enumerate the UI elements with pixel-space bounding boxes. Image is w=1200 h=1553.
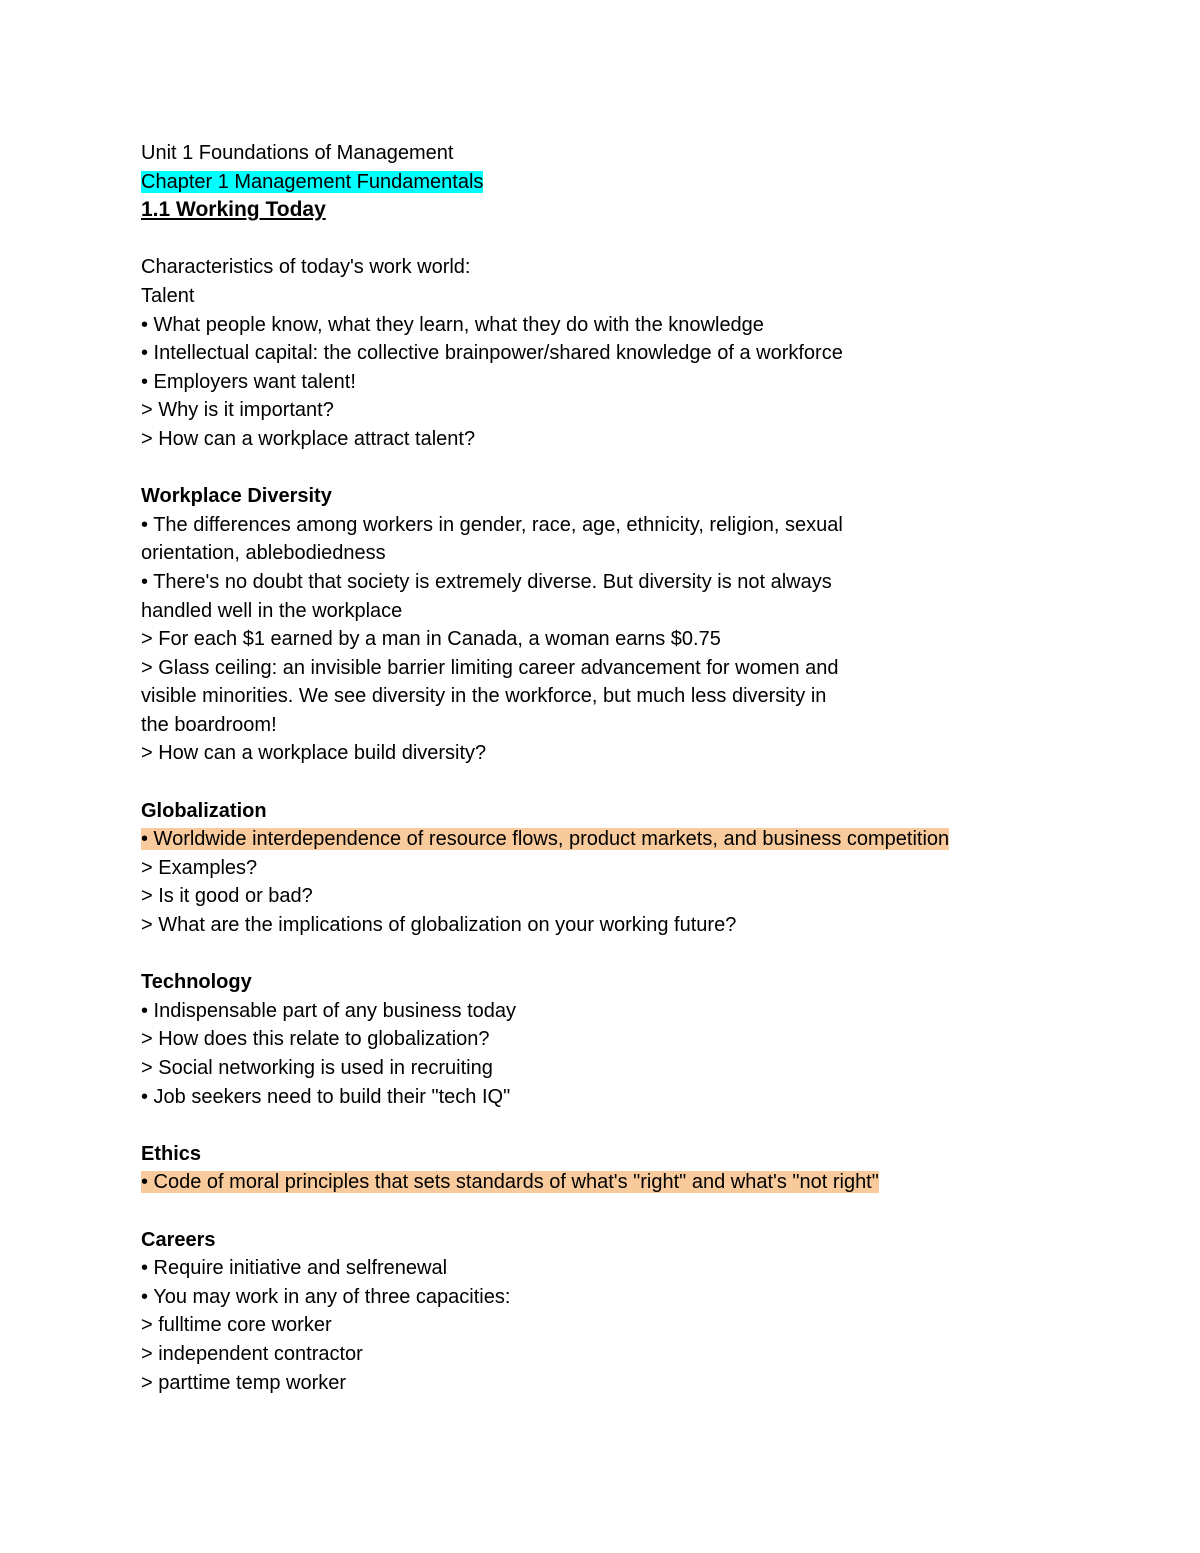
diversity-heading: Workplace Diversity: [141, 485, 332, 508]
diversity-line: • The differences among workers in gender, race, age, ethnicity, religion, sexual: [141, 513, 843, 536]
chapter-title: Chapter 1 Management Fundamentals: [141, 170, 484, 193]
technology-line: > Social networking is used in recruiting: [141, 1057, 493, 1079]
spacer: [141, 454, 1141, 483]
technology-line: • Indispensable part of any business today: [141, 999, 517, 1022]
careers-line: • Require initiative and selfrenewal: [141, 1257, 448, 1280]
globalization-line: > Is it good or bad?: [141, 885, 313, 908]
talent-line: > Why is it important?: [141, 399, 334, 422]
diversity-line: the boardroom!: [141, 713, 277, 736]
talent-line: > How can a workplace attract talent?: [141, 427, 476, 450]
talent-line: • What people know, what they learn, what they do with the knowledge: [141, 313, 764, 336]
ethics-heading: Ethics: [141, 1142, 202, 1165]
ethics-definition: • Code of moral principles that sets standards of what's "right" and what's "not right": [141, 1171, 879, 1194]
document-page: [141, 139, 1141, 1397]
spacer: [141, 1111, 1141, 1140]
globalization-heading: Globalization: [141, 799, 267, 822]
globalization-definition: • Worldwide interdependence of resource flows, product markets, and business competition: [141, 828, 950, 851]
globalization-line: > What are the implications of globalization on your working future?: [141, 914, 737, 937]
section-title: 1.1 Working Today: [141, 198, 326, 222]
technology-line: > How does this relate to globalization?: [141, 1028, 490, 1051]
unit-title: Unit 1 Foundations of Management: [141, 142, 454, 164]
talent-line: • Employers want talent!: [141, 370, 356, 393]
spacer: [141, 225, 1141, 254]
spacer: [141, 940, 1141, 969]
globalization-highlight-line: [141, 825, 1141, 854]
ethics-highlight-line: [141, 1168, 1141, 1197]
careers-line: > independent contractor: [141, 1342, 363, 1365]
careers-heading: Careers: [141, 1228, 216, 1251]
spacer: [141, 768, 1141, 797]
diversity-line: > Glass ceiling: an invisible barrier limiting career advancement for women and: [141, 656, 839, 679]
diversity-line: > For each $1 earned by a man in Canada, a woman earns $0.75: [141, 628, 721, 651]
technology-heading: Technology: [141, 971, 252, 994]
diversity-line: handled well in the workplace: [141, 599, 403, 622]
globalization-line: > Examples?: [141, 856, 258, 879]
talent-line: • Intellectual capital: the collective brainpower/shared knowledge of a workforce: [141, 342, 843, 365]
diversity-line: • There's no doubt that society is extremely diverse. But diversity is not always: [141, 570, 832, 593]
talent-heading: Talent: [141, 284, 195, 307]
diversity-line: > How can a workplace build diversity?: [141, 742, 487, 765]
technology-line: • Job seekers need to build their "tech IQ": [141, 1085, 511, 1108]
intro-text: Characteristics of today's work world:: [141, 256, 471, 279]
careers-line: • You may work in any of three capacities:: [141, 1285, 511, 1308]
chapter-title-line: [141, 168, 1141, 197]
diversity-line: orientation, ablebodiedness: [141, 542, 386, 565]
spacer: [141, 1197, 1141, 1226]
careers-line: > fulltime core worker: [141, 1314, 332, 1337]
diversity-line: visible minorities. We see diversity in the workforce, but much less diversity in: [141, 685, 827, 708]
careers-line: > parttime temp worker: [141, 1371, 347, 1394]
